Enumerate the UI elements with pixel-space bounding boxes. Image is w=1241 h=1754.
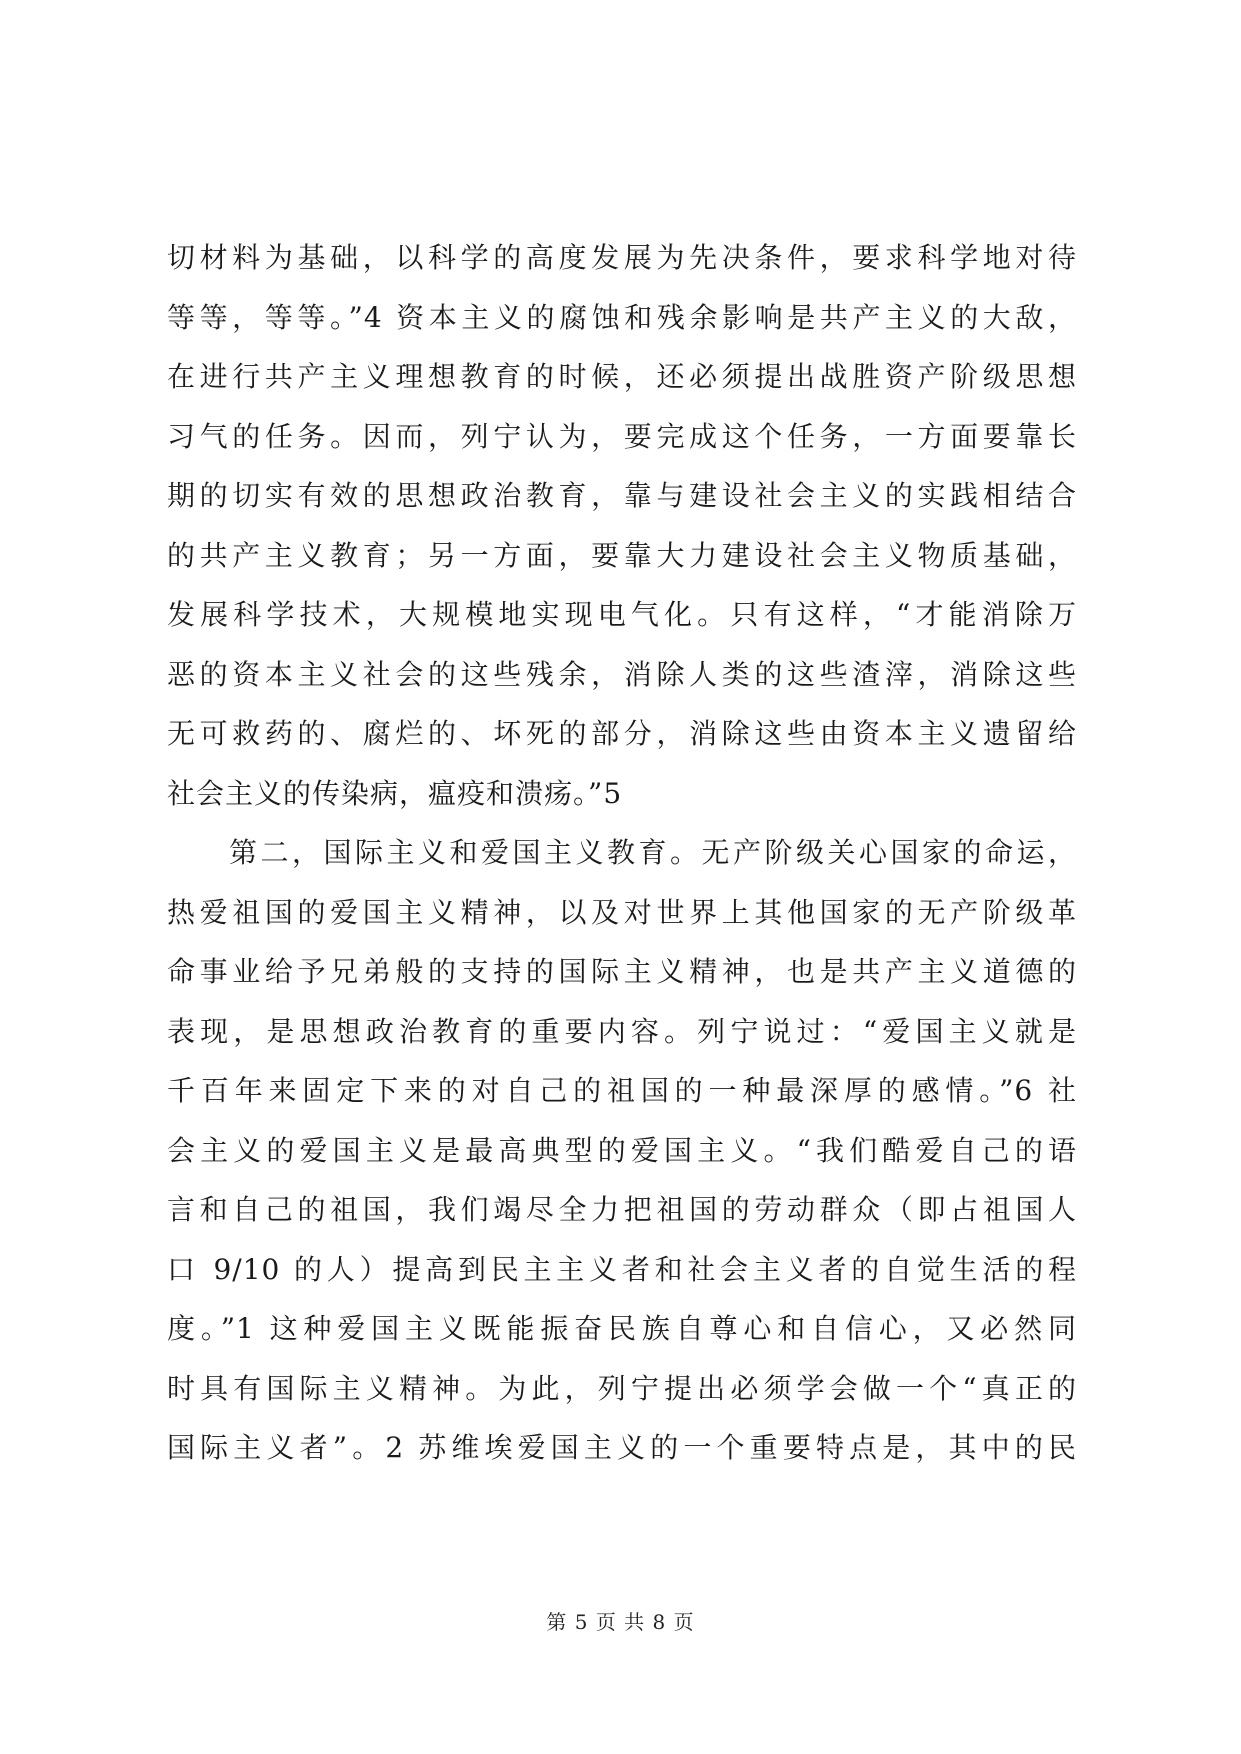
text-line: 热爱祖国的爱国主义精神，以及对世界上其他国家的无产阶级革 [167,895,1077,929]
page-footer: 第 5 页 共 8 页 [546,1610,695,1634]
text-line: 第二，国际主义和爱国主义教育。无产阶级关心国家的命运， [229,836,1077,869]
body-text [167,228,1077,1478]
text-line: 表现，是思想政治教育的重要内容。列宁说过：“爱国主义就是 [167,1014,1077,1048]
text-line: 恶的资本主义社会的这些残余，消除人类的这些渣滓，消除这些 [167,657,1077,691]
text-line: 发展科学技术，大规模地实现电气化。只有这样，“才能消除万 [167,598,1077,631]
text-line: 社会主义的传染病，瘟疫和溃疡。”5 [167,776,623,810]
text-line: 在进行共产主义理想教育的时候，还必须提出战胜资产阶级思想 [167,360,1077,393]
text-line: 期的切实有效的思想政治教育，靠与建设社会主义的实践相结合 [167,479,1077,512]
text-line: 时具有国际主义精神。为此，列宁提出必须学会做一个“真正的 [167,1371,1077,1405]
text-line: 的共产主义教育；另一方面，要靠大力建设社会主义物质基础， [167,538,1077,572]
text-line: 会主义的爱国主义是最高典型的爱国主义。“我们酷爱自己的语 [167,1133,1077,1167]
text-line: 言和自己的祖国，我们竭尽全力把祖国的劳动群众（即占祖国人 [167,1193,1077,1226]
text-line: 无可救药的、腐烂的、坏死的部分，消除这些由资本主义遗留给 [167,717,1077,750]
text-line: 口 9/10 的人）提高到民主主义者和社会主义者的自觉生活的程 [167,1252,1077,1286]
text-line: 千百年来固定下来的对自己的祖国的一种最深厚的感情。”6 社 [167,1074,1077,1107]
text-line: 命事业给予兄弟般的支持的国际主义精神，也是共产主义道德的 [167,955,1077,988]
text-line: 国际主义者”。2 苏维埃爱国主义的一个重要特点是，其中的民 [167,1431,1077,1464]
text-line: 切材料为基础，以科学的高度发展为先决条件，要求科学地对待 [167,241,1077,274]
text-line: 度。”1 这种爱国主义既能振奋民族自尊心和自信心，又必然同 [167,1312,1077,1345]
text-line: 习气的任务。因而，列宁认为，要完成这个任务，一方面要靠长 [167,419,1077,453]
text-line: 等等，等等。”4 资本主义的腐蚀和残余影响是共产主义的大敌， [167,300,1077,334]
